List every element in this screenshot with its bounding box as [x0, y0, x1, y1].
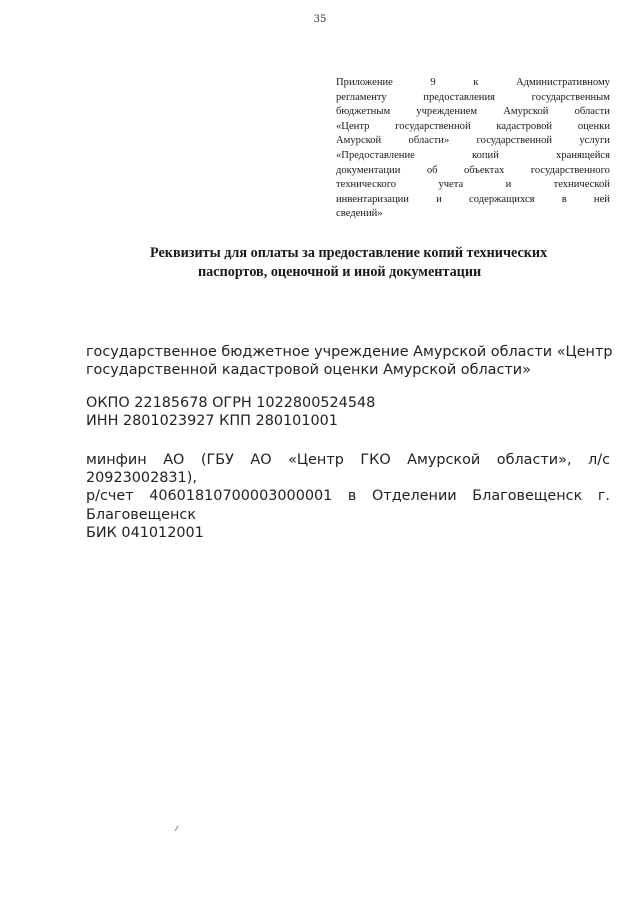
organization-name	[86, 343, 613, 379]
annex-word: ней	[593, 193, 610, 205]
annex-word: учреждением	[416, 106, 478, 118]
word: (ГБУ	[200, 452, 234, 468]
annex-word: об	[426, 164, 438, 176]
annex-word: Приложение	[336, 77, 393, 88]
annex-word: услуги	[579, 135, 610, 147]
title-line-2: паспортов, оценочной и иной документации	[198, 264, 482, 280]
document-title	[150, 244, 590, 282]
okpo-ogrn-line: ОКПО 22185678 ОГРН 1022800524548	[86, 395, 376, 411]
annex-word: «Предоставление	[336, 149, 415, 161]
annex-line	[336, 149, 610, 164]
annex-word: документации	[336, 164, 401, 176]
annex-line	[336, 120, 610, 135]
word: ГКО	[360, 452, 391, 468]
annex-word: и	[505, 179, 512, 191]
bik-line: БИК 041012001	[86, 524, 204, 541]
annex-line	[336, 207, 610, 222]
scan-speck	[175, 825, 181, 832]
bank-details	[86, 451, 610, 542]
annex-word: предоставления	[423, 91, 495, 103]
annex-line	[336, 178, 610, 193]
annex-word: и	[436, 193, 442, 205]
word: 40601810700003000001	[149, 488, 333, 505]
word: р/счет	[86, 488, 134, 505]
organization-line-2: государственной кадастровой оценки Амурской области»	[86, 362, 531, 379]
registration-codes	[86, 394, 610, 430]
account-line	[86, 487, 610, 505]
annex-word: технической	[553, 179, 610, 191]
annex-word: содержащихся	[469, 193, 535, 205]
annex-word: технического	[336, 179, 397, 191]
annex-word: учета	[438, 179, 464, 191]
annex-word: Амурской	[503, 106, 549, 118]
annex-word: Административному	[515, 77, 610, 88]
word: Амурской	[407, 452, 481, 468]
annex-word: Амурской	[336, 135, 382, 147]
annex-line	[336, 164, 610, 179]
annex-word: государственной	[476, 135, 553, 147]
annex-line	[336, 91, 610, 106]
annex-word: оценки	[577, 120, 610, 132]
annex-word: копий	[471, 149, 499, 161]
annex-header	[336, 76, 610, 222]
word: АО	[163, 452, 185, 468]
annex-line	[336, 76, 610, 91]
page-number: 35	[313, 14, 327, 25]
annex-word: области	[574, 106, 610, 118]
organization-line-1: государственное бюджетное учреждение Амурской области «Центр	[86, 344, 613, 360]
annex-line	[336, 193, 610, 208]
title-line-1: Реквизиты для оплаты за предоставление копий технических	[150, 245, 548, 261]
annex-word: регламенту	[336, 91, 387, 103]
annex-word: объектах	[463, 164, 505, 176]
word: л/с	[588, 452, 610, 468]
word: «Центр	[288, 452, 344, 468]
annex-word: государственной	[395, 120, 471, 132]
annex-word: 9	[430, 77, 436, 88]
bank-city: Благовещенск	[86, 506, 197, 523]
word: области»,	[496, 452, 572, 468]
word: Благовещенск	[472, 488, 583, 505]
annex-word: государственным	[531, 91, 610, 103]
word: г.	[597, 488, 610, 505]
annex-word: хранящейся	[556, 149, 610, 161]
word: минфин	[86, 452, 147, 468]
annex-word: в	[561, 193, 567, 205]
annex-word: к	[473, 77, 479, 88]
payee-line-1	[86, 451, 610, 469]
annex-word: кадастровой	[496, 120, 553, 132]
annex-line	[336, 105, 610, 120]
annex-word: «Центр	[336, 120, 370, 132]
annex-word: инвентаризации	[336, 193, 409, 205]
annex-word: области»	[408, 135, 450, 147]
payee-line-2: 20923002831),	[86, 470, 197, 487]
annex-line	[336, 134, 610, 149]
word: в	[347, 488, 357, 505]
annex-word: бюджетным	[336, 106, 391, 118]
word: Отделении	[371, 488, 457, 505]
annex-word: государственного	[530, 164, 610, 176]
annex-word: сведений»	[336, 208, 383, 220]
word: АО	[250, 452, 272, 468]
inn-kpp-line: ИНН 2801023927 КПП 280101001	[86, 413, 338, 430]
